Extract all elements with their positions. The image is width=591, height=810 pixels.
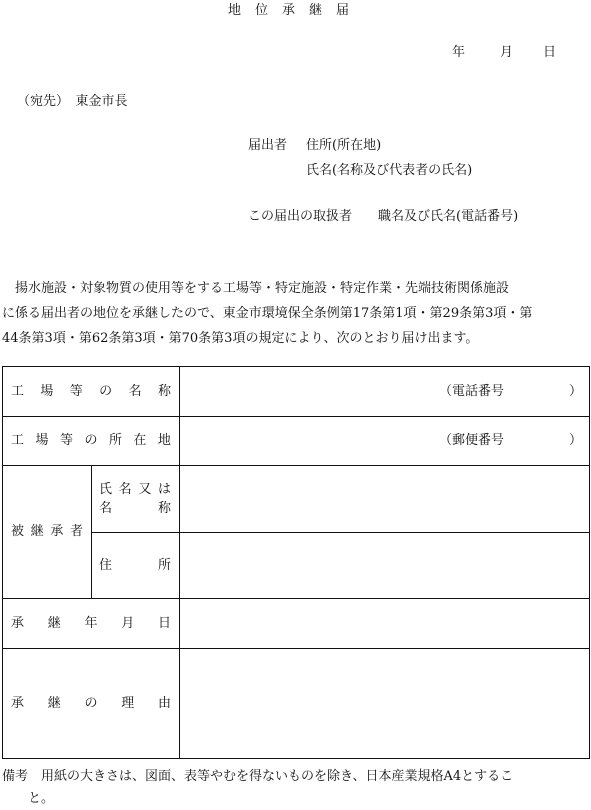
- factory-postal-suffix: （郵便番号 ）: [439, 433, 583, 448]
- document-title: 地位承継届: [227, 3, 363, 18]
- handler-label: この届出の取扱者: [248, 209, 353, 224]
- factory-name-label: 工 場 等 の 名 称: [11, 384, 171, 399]
- addressee: （宛先） 東金市長: [17, 94, 128, 109]
- succession-date-label: 承 継 年 月 日: [11, 616, 171, 631]
- submitter-name: 氏名(名称及び代表者の氏名): [306, 163, 473, 178]
- date-year: 年: [452, 45, 466, 60]
- footnote: [2, 766, 590, 810]
- body-paragraph: [2, 276, 590, 351]
- submitter-address: 住所(所在地): [306, 138, 382, 153]
- predecessor-address-label: 住 所: [99, 558, 171, 573]
- date-month: 月: [500, 45, 514, 60]
- predecessor-name-label-2: 名 称: [99, 501, 171, 516]
- predecessor-name-label-1: 氏 名 又 は: [99, 482, 171, 497]
- factory-location-value[interactable]: [180, 417, 430, 464]
- handler-detail: 職名及び氏名(電話番号): [378, 209, 519, 224]
- body-line-2: に係る届出者の地位を承継したので、東金市環境保全条例第17条第1項・第29条第3項・第: [2, 306, 533, 321]
- factory-location-label: 工 場 等 の 所 在 地: [11, 433, 171, 448]
- footnote-line-2: と。: [2, 791, 55, 806]
- predecessor-label: 被 継 承 者: [11, 524, 83, 539]
- factory-name-value[interactable]: [180, 368, 430, 415]
- submitter-label: 届出者: [248, 138, 288, 153]
- body-line-1: 揚水施設・対象物質の使用等をする工場等・特定施設・特定作業・先端技術関係施設: [2, 281, 510, 296]
- predecessor-name-value[interactable]: [180, 466, 588, 531]
- succession-reason-label: 承 継 の 理 由: [11, 696, 171, 711]
- succession-reason-value[interactable]: [180, 649, 588, 758]
- factory-phone-suffix: （電話番号 ）: [439, 384, 583, 399]
- predecessor-address-value[interactable]: [180, 533, 588, 597]
- footnote-line-1: 備考 用紙の大きさは、図面、表等やむを得ないものを除き、日本産業規格A4とするこ: [2, 769, 514, 784]
- body-line-3: 44条第3項・第62条第3項・第70条第3項の規定により、次のとおり届け出ます。: [2, 331, 479, 346]
- succession-form-table: [2, 366, 590, 759]
- date-day: 日: [543, 45, 557, 60]
- succession-date-value[interactable]: [180, 599, 588, 647]
